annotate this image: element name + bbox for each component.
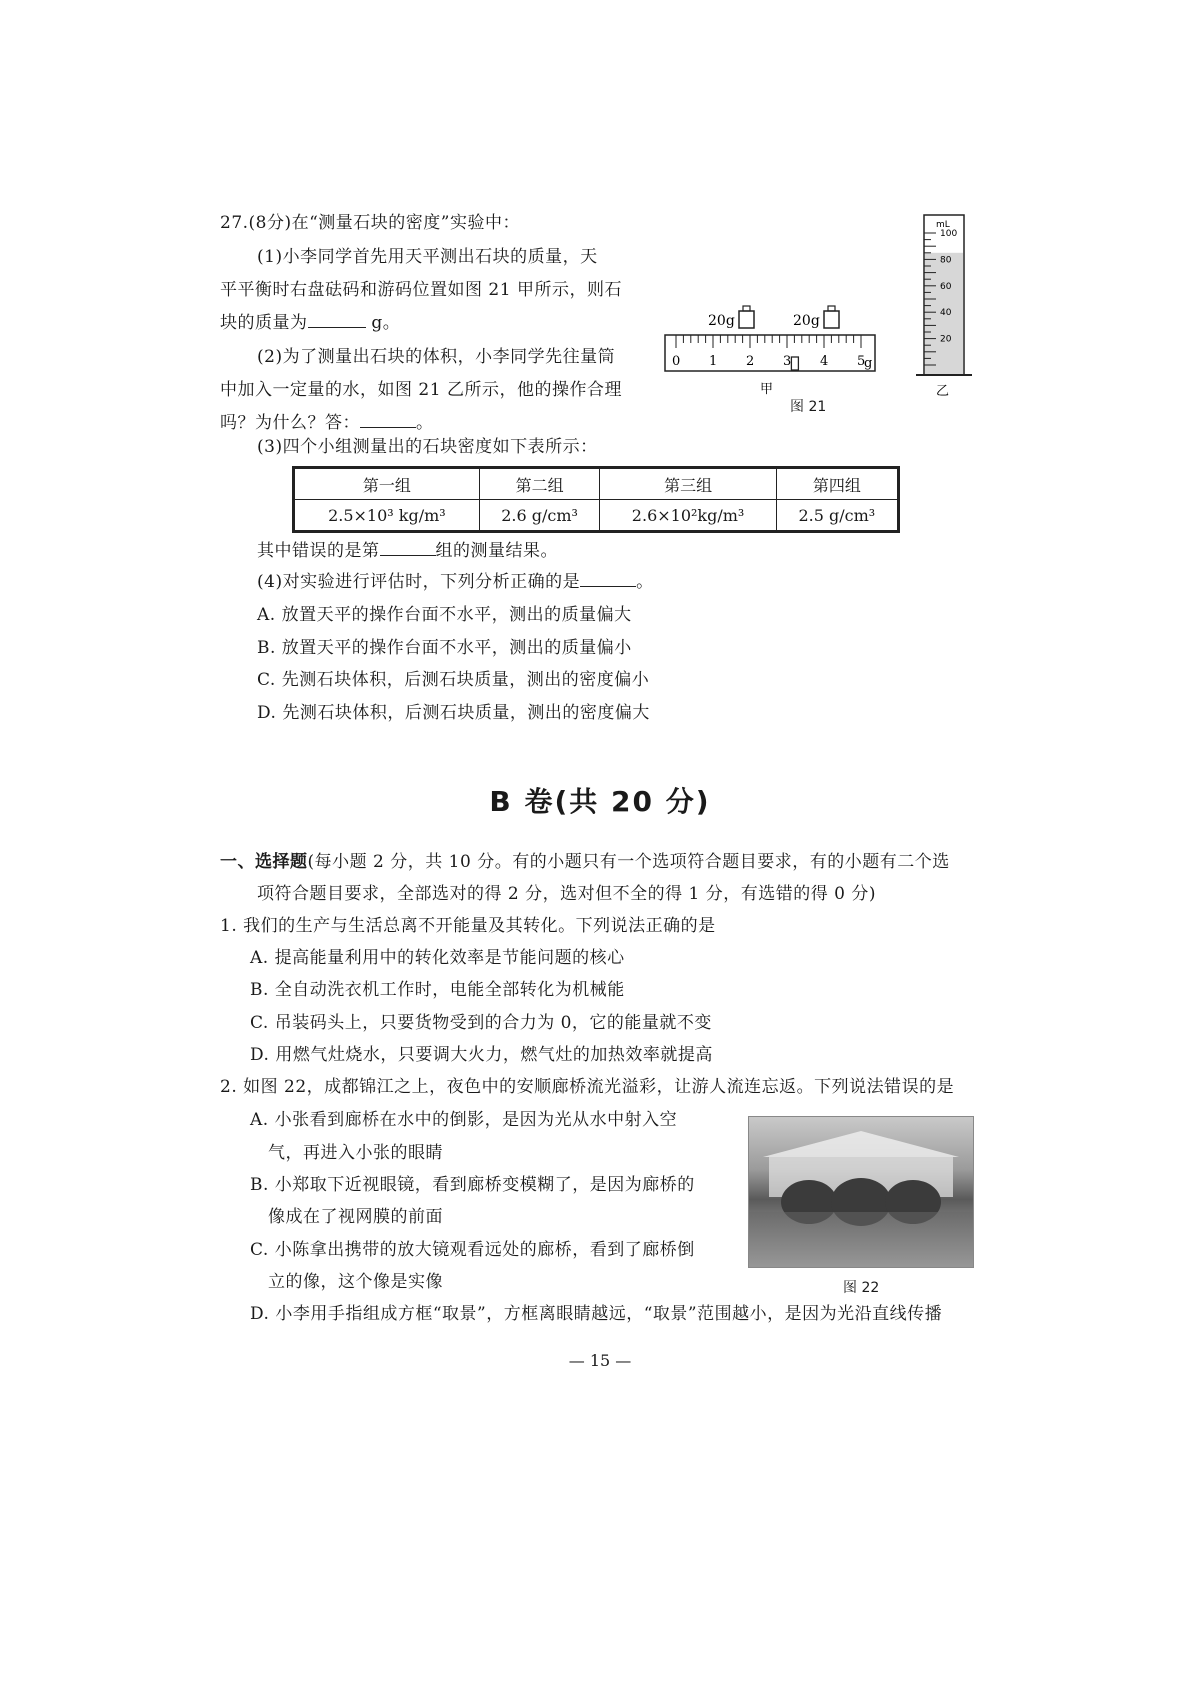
weight-1 bbox=[708, 306, 754, 329]
reason-answer-blank[interactable] bbox=[360, 411, 416, 428]
q27-part1-line2: 平平衡时右盘砝码和游码位置如图 21 甲所示，则石 bbox=[220, 280, 622, 300]
ruler-tick-label: 0 bbox=[672, 354, 681, 369]
bridge-drawing bbox=[749, 1117, 973, 1267]
q27-option-a: A. 放置天平的操作台面不水平，测出的质量偏大 bbox=[257, 605, 632, 625]
ruler-unit: g bbox=[864, 356, 873, 371]
section-b-intro-text: (每小题 2 分，共 10 分。有的小题只有一个选项符合题目要求，有的小题有二个选 bbox=[307, 852, 950, 872]
q27-part1-line1: (1)小李同学首先用天平测出石块的质量，天 bbox=[257, 247, 598, 267]
q27-part2-line1: (2)为了测量出石块的体积，小李同学先往量筒 bbox=[257, 347, 616, 367]
q2-stem: 2. 如图 22，成都锦江之上，夜色中的安顺廊桥流光溢彩，让游人流连忘返。下列说法错误的是 bbox=[220, 1077, 955, 1097]
q27-part4-text: (4)对实验进行评估时，下列分析正确的是 bbox=[257, 572, 581, 592]
unit-g: g。 bbox=[371, 313, 401, 333]
q27-part1-text: 块的质量为 bbox=[220, 313, 308, 333]
q27-part2-line2: 中加入一定量的水，如图 21 乙所示，他的操作合理 bbox=[220, 380, 622, 400]
mass-answer-blank[interactable] bbox=[308, 311, 366, 328]
density-table bbox=[292, 466, 900, 533]
figure-21-caption: 图 21 bbox=[790, 399, 827, 415]
q2-option-b-line1: B. 小郑取下近视眼镜，看到廊桥变模糊了，是因为廊桥的 bbox=[250, 1175, 695, 1195]
bridge-photo bbox=[748, 1116, 974, 1268]
q1-stem: 1. 我们的生产与生活总离不开能量及其转化。下列说法正确的是 bbox=[220, 916, 716, 936]
table-header-cell: 第三组 bbox=[600, 468, 776, 500]
q27-option-d: D. 先测石块体积，后测石块质量，测出的密度偏大 bbox=[257, 703, 650, 723]
beam-ruler bbox=[665, 335, 875, 371]
q1-option-c: C. 吊装码头上，只要货物受到的合力为 0，它的能量就不变 bbox=[250, 1013, 712, 1033]
ruler-tick-label: 3 bbox=[783, 354, 792, 369]
group-answer-blank[interactable] bbox=[380, 539, 436, 556]
cylinder-tick-label: 60 bbox=[940, 281, 952, 292]
table-header-cell: 第四组 bbox=[776, 468, 898, 500]
q27-part2-end: 。 bbox=[416, 413, 434, 433]
table-cell: 2.5 g/cm³ bbox=[776, 500, 898, 532]
table-cell: 2.6 g/cm³ bbox=[479, 500, 600, 532]
cylinder-tick-label: 100 bbox=[940, 229, 958, 239]
cylinder-tick-label: 20 bbox=[940, 334, 952, 345]
q2-option-c-line1: C. 小陈拿出携带的放大镜观看远处的廊桥，看到了廊桥倒 bbox=[250, 1240, 695, 1260]
label-yi: 乙 bbox=[936, 384, 950, 399]
figure-22-caption: 图 22 bbox=[843, 1280, 880, 1296]
ruler-tick-label: 4 bbox=[820, 354, 829, 369]
q27-header: 27.(8分)在“测量石块的密度”实验中： bbox=[220, 213, 520, 233]
q2-option-c-line2: 立的像，这个像是实像 bbox=[268, 1272, 443, 1292]
table-cell: 2.6×10²kg/m³ bbox=[600, 500, 776, 532]
section-b-heading: 一、选择题 bbox=[220, 852, 308, 872]
q1-option-b: B. 全自动洗衣机工作时，电能全部转化为机械能 bbox=[250, 980, 625, 1000]
q2-option-a-line2: 气，再进入小张的眼睛 bbox=[268, 1143, 443, 1163]
cylinder-unit: mL bbox=[936, 220, 950, 230]
table-header-cell: 第一组 bbox=[294, 468, 480, 500]
rider bbox=[791, 357, 798, 370]
q1-option-d: D. 用燃气灶烧水，只要调大火力，燃气灶的加热效率就提高 bbox=[250, 1045, 713, 1065]
weight-2 bbox=[793, 306, 839, 329]
cylinder-tick-label: 40 bbox=[940, 308, 952, 319]
section-b-intro-line2: 项符合题目要求，全部选对的得 2 分，选对但不全的得 1 分，有选错的得 0 分) bbox=[257, 884, 877, 904]
q27-part3-line1: (3)四个小组测量出的石块密度如下表所示： bbox=[257, 437, 598, 457]
table-cell: 2.5×10³ kg/m³ bbox=[294, 500, 480, 532]
label-jia: 甲 bbox=[760, 382, 774, 397]
q27-part3-line2 bbox=[257, 539, 558, 563]
q27-part2-line3 bbox=[220, 411, 434, 435]
ruler-tick-label: 1 bbox=[709, 354, 718, 369]
table-header-row bbox=[294, 468, 899, 500]
q1-option-a: A. 提高能量利用中的转化效率是节能问题的核心 bbox=[250, 948, 625, 968]
weight-label-2: 20g bbox=[793, 313, 820, 329]
page-number: — 15 — bbox=[568, 1351, 632, 1370]
q27-option-b: B. 放置天平的操作台面不水平，测出的质量偏小 bbox=[257, 638, 632, 658]
q27-part4-line1 bbox=[257, 570, 654, 594]
q2-option-d: D. 小李用手指组成方框“取景”，方框离眼睛越远，“取景”范围越小，是因为光沿直线传播 bbox=[250, 1304, 943, 1324]
q27-part4-end: 。 bbox=[636, 572, 654, 592]
q2-option-b-line2: 像成在了视网膜的前面 bbox=[268, 1207, 443, 1227]
q27-part3-text: 其中错误的是第 bbox=[257, 541, 380, 561]
cylinder-tick-label: 80 bbox=[940, 255, 952, 266]
figure-21 bbox=[660, 205, 980, 405]
q2-option-a-line1: A. 小张看到廊桥在水中的倒影，是因为光从水中射入空 bbox=[250, 1110, 678, 1130]
q27-part1-line3 bbox=[220, 311, 400, 335]
q27-option-c: C. 先测石块体积，后测石块质量，测出的密度偏小 bbox=[257, 670, 650, 690]
q27-part2-text: 吗？为什么？答： bbox=[220, 413, 360, 433]
ruler-tick-label: 2 bbox=[746, 354, 755, 369]
section-b-intro-line1 bbox=[220, 850, 950, 874]
q27-part3-end: 组的测量结果。 bbox=[435, 541, 558, 561]
section-b-title: B 卷(共 20 分) bbox=[489, 785, 711, 818]
ruler-tick-label: 5 bbox=[857, 354, 866, 369]
table-header-cell: 第二组 bbox=[479, 468, 600, 500]
graduated-cylinder bbox=[916, 215, 972, 375]
evaluation-answer-blank[interactable] bbox=[580, 570, 636, 587]
weight-label-1: 20g bbox=[708, 313, 735, 329]
table-row bbox=[294, 500, 899, 532]
